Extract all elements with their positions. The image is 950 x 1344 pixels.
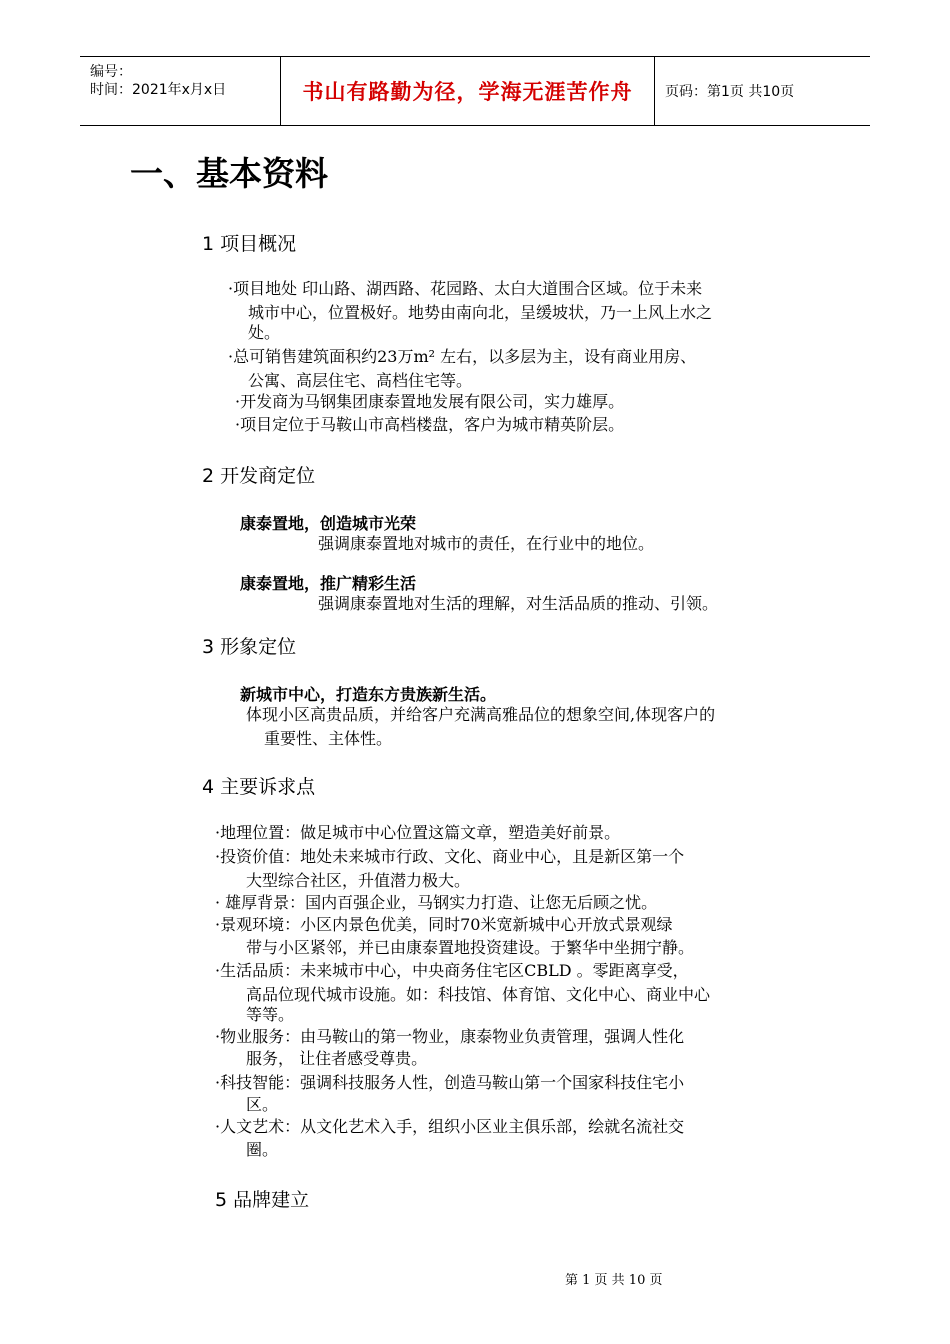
text-line: ·科技智能：强调科技服务人性，创造马鞍山第一个国家科技住宅小 bbox=[215, 1073, 685, 1092]
section-heading: 4 主要诉求点 bbox=[202, 776, 316, 798]
slogan-title: 康泰置地，创造城市光荣 bbox=[240, 514, 417, 533]
header-meta bbox=[80, 57, 281, 125]
text-line: ·景观环境：小区内景色优美，同时70米宽新城中心开放式景观绿 bbox=[215, 915, 673, 934]
page-header bbox=[80, 56, 870, 126]
serial-label: 编号： bbox=[90, 64, 132, 80]
motto: 书山有路勤为径，学海无涯苦作舟 bbox=[302, 80, 633, 104]
text-line: 圈。 bbox=[246, 1140, 279, 1159]
page-title: 一、基本资料 bbox=[130, 154, 328, 193]
text-line: 大型综合社区，升值潜力极大。 bbox=[246, 871, 471, 890]
text-line: · 雄厚背景：国内百强企业，马钢实力打造、让您无后顾之忧。 bbox=[215, 893, 658, 912]
slogan-desc: 强调康泰置地对城市的责任，在行业中的地位。 bbox=[318, 534, 655, 553]
text-line: 体现小区高贵品质，并给客户充满高雅品位的想象空间,体现客户的 bbox=[246, 705, 716, 724]
page-footer: 第 1 页 共 10 页 bbox=[565, 1273, 663, 1288]
text-line: 公寓、高层住宅、高档住宅等。 bbox=[248, 371, 473, 390]
text-line: 服务， 让住者感受尊贵。 bbox=[246, 1049, 428, 1068]
section-heading: 3 形象定位 bbox=[202, 636, 297, 658]
section-heading: 5 品牌建立 bbox=[215, 1189, 310, 1211]
text-line: ·总可销售建筑面积约23万m² 左右，以多层为主，设有商业用房、 bbox=[228, 347, 697, 366]
header-page-cell bbox=[655, 57, 870, 125]
slogan-title: 康泰置地，推广精彩生活 bbox=[240, 574, 417, 593]
text-line: 处。 bbox=[248, 323, 281, 342]
text-line: ·项目地处 印山路、湖西路、花园路、太白大道围合区域。位于未来 bbox=[228, 279, 703, 298]
text-line: 重要性、主体性。 bbox=[264, 729, 393, 748]
text-line: 等等。 bbox=[246, 1005, 295, 1024]
text-line: 带与小区紧邻，并已由康泰置地投资建设。于繁华中坐拥宁静。 bbox=[246, 938, 695, 957]
page-label: 页码：第1页 共10页 bbox=[665, 84, 795, 100]
text-line: 高品位现代城市设施。如：科技馆、体育馆、文化中心、商业中心 bbox=[246, 985, 711, 1004]
text-line: ·开发商为马钢集团康泰置地发展有限公司，实力雄厚。 bbox=[235, 392, 625, 411]
text-line: 区。 bbox=[246, 1095, 279, 1114]
image-slogan: 新城市中心，打造东方贵族新生活。 bbox=[240, 685, 497, 704]
text-line: ·项目定位于马鞍山市高档楼盘，客户为城市精英阶层。 bbox=[235, 415, 625, 434]
section-heading: 2 开发商定位 bbox=[202, 465, 316, 487]
text-line: ·人文艺术：从文化艺术入手，组织小区业主俱乐部，绘就名流社交 bbox=[215, 1117, 685, 1136]
text-line: 城市中心，位置极好。地势由南向北，呈缓坡状，乃一上风上水之 bbox=[248, 303, 713, 322]
slogan-desc: 强调康泰置地对生活的理解，对生活品质的推动、引领。 bbox=[318, 594, 719, 613]
text-line: ·生活品质：未来城市中心，中央商务住宅区CBLD 。零距离享受， bbox=[215, 961, 689, 980]
text-line: ·物业服务：由马鞍山的第一物业，康泰物业负责管理，强调人性化 bbox=[215, 1027, 685, 1046]
date-label: 时间：2021年x月x日 bbox=[90, 82, 227, 98]
text-line: ·地理位置：做足城市中心位置这篇文章，塑造美好前景。 bbox=[215, 823, 621, 842]
text-line: ·投资价值：地处未来城市行政、文化、商业中心，且是新区第一个 bbox=[215, 847, 685, 866]
header-motto-cell bbox=[281, 57, 655, 125]
section-heading: 1 项目概况 bbox=[202, 233, 297, 255]
